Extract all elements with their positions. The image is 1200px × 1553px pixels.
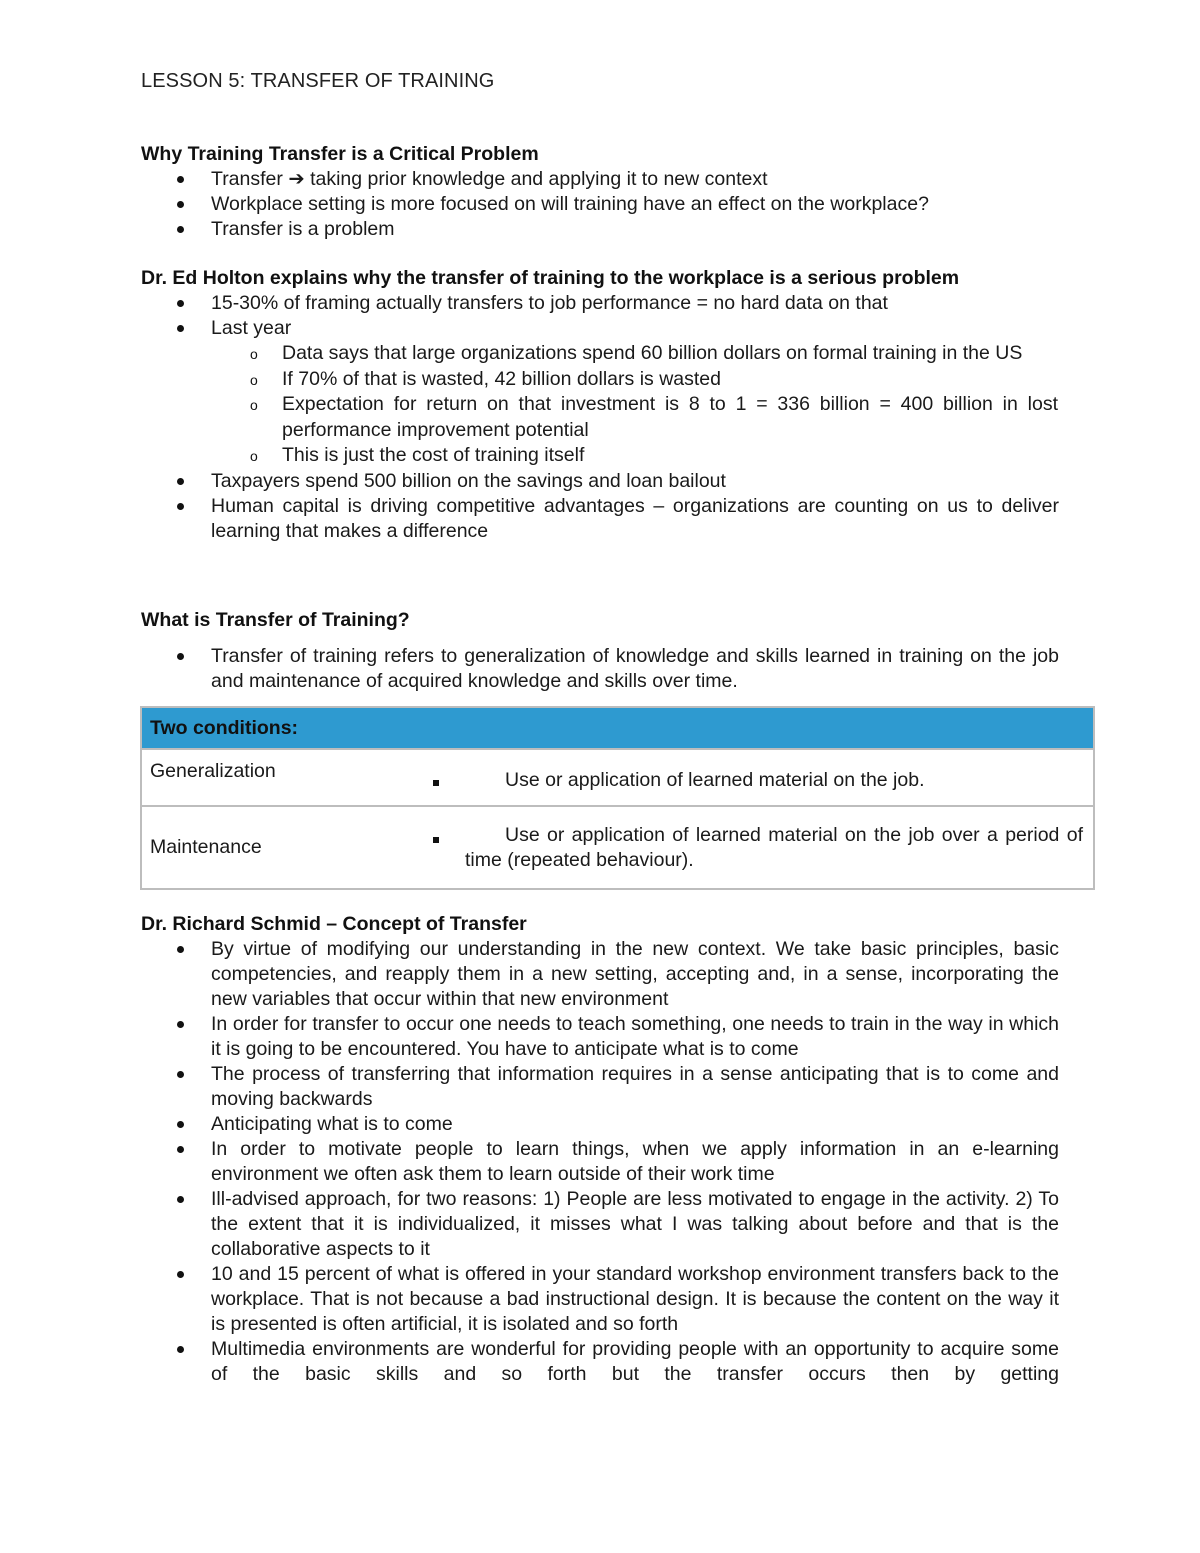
list-item: Workplace setting is more focused on will training have an effect on the workplace? [0, 192, 1059, 217]
holton-list [0, 291, 1200, 544]
list-item: Ill-advised approach, for two reasons: 1) People are less motivated to engage in the activity. 2) To the extent that it is individualized, it misses what I was talking about before and that is the collaborative aspects to it [0, 1187, 1059, 1262]
list-item: Taxpayers spend 500 billion on the savings and loan bailout [0, 469, 1059, 494]
list-item [0, 167, 1059, 192]
table-row [141, 806, 1094, 889]
list-item: Transfer of training refers to generalization of knowledge and skills learned in training on the job and maintenance of acquired knowledge and skills over time. [0, 644, 1059, 694]
list-item: Transfer is a problem [0, 217, 1059, 242]
sub-list-item: o Expectation for return on that investment is 8 to 1 = 336 billion = 400 billion in lost performance improvement potential [282, 392, 1058, 443]
list-item: 15-30% of framing actually transfers to job performance = no hard data on that [0, 291, 1059, 316]
list-item: Multimedia environments are wonderful for providing people with an opportunity to acquire some of the basic skills and so forth but the transfer occurs then by getting [0, 1337, 1059, 1387]
list-item: In order for transfer to occur one needs to teach something, one needs to train in the way in which it is going to be encountered. You have to anticipate what is to come [0, 1012, 1059, 1062]
arrow-right-icon: ➔ [288, 168, 305, 190]
condition-definition-text: Use or application of learned material on the job over a period of time (repeated behaviour). [465, 823, 1083, 871]
conditions-table-header [141, 707, 1094, 749]
condition-definition-text: Use or application of learned material on the job. [505, 769, 925, 791]
schmid-list [0, 937, 1200, 1387]
list-item: The process of transferring that information requires in a sense anticipating that is to come and moving backwards [0, 1062, 1059, 1112]
list-item-text: Transfer [211, 168, 283, 190]
list-item: Anticipating what is to come [0, 1112, 1059, 1137]
condition-term [141, 806, 421, 889]
section-heading-holton: Dr. Ed Holton explains why the transfer of training to the workplace is a serious problem [141, 267, 960, 289]
critical-problem-list [0, 167, 1200, 242]
condition-definition [421, 749, 1094, 806]
sub-list-item: o Data says that large organizations spend 60 billion dollars on formal training in the US [282, 341, 1058, 367]
list-item: 10 and 15 percent of what is offered in your standard workshop environment transfers back to the workplace. That is not because a bad instructional design. It is because the content on the way it is presented is often artificial, it is isolated and so forth [0, 1262, 1059, 1337]
section-heading-schmid: Dr. Richard Schmid – Concept of Transfer [141, 913, 527, 935]
list-item: In order to motivate people to learn things, when we apply information in an e-learning environment we often ask them to learn outside of their work time [0, 1137, 1059, 1187]
table-row [141, 749, 1094, 806]
list-item: Human capital is driving competitive advantages – organizations are counting on us to deliver learning that makes a difference [0, 494, 1059, 544]
conditions-header-cell: Two conditions: [141, 707, 1094, 749]
section-heading-critical-problem: Why Training Transfer is a Critical Problem [141, 143, 539, 165]
conditions-table [140, 706, 1095, 890]
sub-list-item: o If 70% of that is wasted, 42 billion dollars is wasted [282, 367, 1058, 393]
document-title: LESSON 5: TRANSFER OF TRAINING [141, 70, 495, 92]
condition-definition [421, 806, 1094, 889]
list-item: By virtue of modifying our understanding in the new context. We take basic principles, basic competencies, and reapply them in a new setting, accepting and, in a sense, incorporating the new variables that occur within that new environment [0, 937, 1059, 1012]
list-item [0, 316, 1059, 469]
what-is-transfer-list [0, 644, 1200, 694]
list-item-text: Last year [211, 317, 292, 339]
condition-term-text: Maintenance [150, 836, 262, 858]
list-item-text: taking prior knowledge and applying it to new context [304, 168, 768, 190]
holton-sublist [0, 341, 1059, 469]
section-heading-what-is-transfer: What is Transfer of Training? [141, 609, 410, 631]
sub-list-item: o This is just the cost of training itself [282, 443, 1058, 469]
condition-term [141, 749, 421, 806]
condition-term-text: Generalization [150, 759, 276, 782]
